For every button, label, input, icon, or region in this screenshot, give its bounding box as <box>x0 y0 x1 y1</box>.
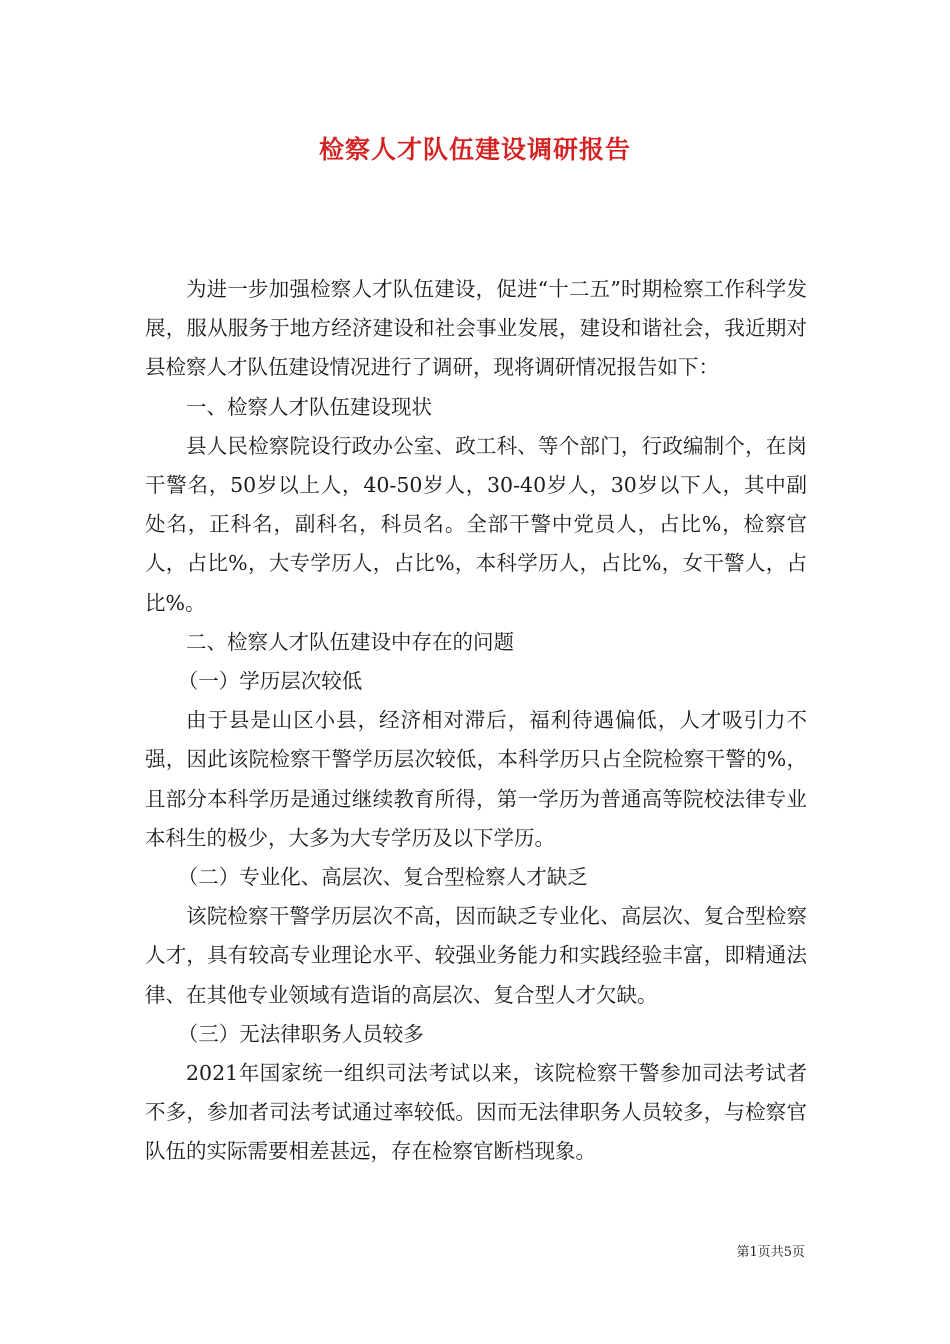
subheading-1: （一）学历层次较低 <box>177 669 363 694</box>
paragraph-education: 由于县是山区小县，经济相对滞后，福利待遇偏低，人才吸引力不强，因此该院检察干警学历层次较低，本科学历只占全院检察干警的%，且部分本科学历是通过继续教育所得，第一学历为普通高等院校法律专业本科生的极少，大多为大专学历及以下学历。 <box>145 708 807 850</box>
document-body <box>145 270 807 1172</box>
document-title: 检察人才队伍建设调研报告 <box>318 135 631 164</box>
page-number: 第1页共5页 <box>736 1245 805 1260</box>
paragraph-legal-staff: 2021年国家统一组织司法考试以来，该院检察干警参加司法考试者不多，参加者司法考试通过率较低。因而无法律职务人员较多，与检察官队伍的实际需要相差甚远，存在检察官断档现象。 <box>145 1061 807 1164</box>
paragraph-talent: 该院检察干警学历层次不高，因而缺乏专业化、高层次、复合型检察人才，具有较高专业理论水平、较强业务能力和实践经验丰富，即精通法律、在其他专业领域有造诣的高层次、复合型人才欠缺。 <box>145 904 807 1007</box>
paragraph-status: 县人民检察院设行政办公室、政工科、等个部门，行政编制个，在岗干警名，50岁以上人，40-50岁人，30-40岁人，30岁以下人，其中副处名，正科名，副科名，科员名。全部干警中党员人，占比%，检察官人，占比%，大专学历人，占比%，本科学历人，占比%，女干警人，占比%。 <box>145 433 807 615</box>
subheading-2: （二）专业化、高层次、复合型检察人才缺乏 <box>177 865 588 890</box>
section-heading-2: 二、检察人才队伍建设中存在的问题 <box>186 629 514 654</box>
section-heading-1: 一、检察人才队伍建设现状 <box>186 394 432 419</box>
subheading-3: （三）无法律职务人员较多 <box>177 1021 424 1046</box>
paragraph-intro: 为进一步加强检察人才队伍建设，促进“十二五”时期检察工作科学发展，服从服务于地方经济建设和社会事业发展，建设和谐社会，我近期对县检察人才队伍建设情况进行了调研，现将调研情况报告如下： <box>145 277 807 380</box>
